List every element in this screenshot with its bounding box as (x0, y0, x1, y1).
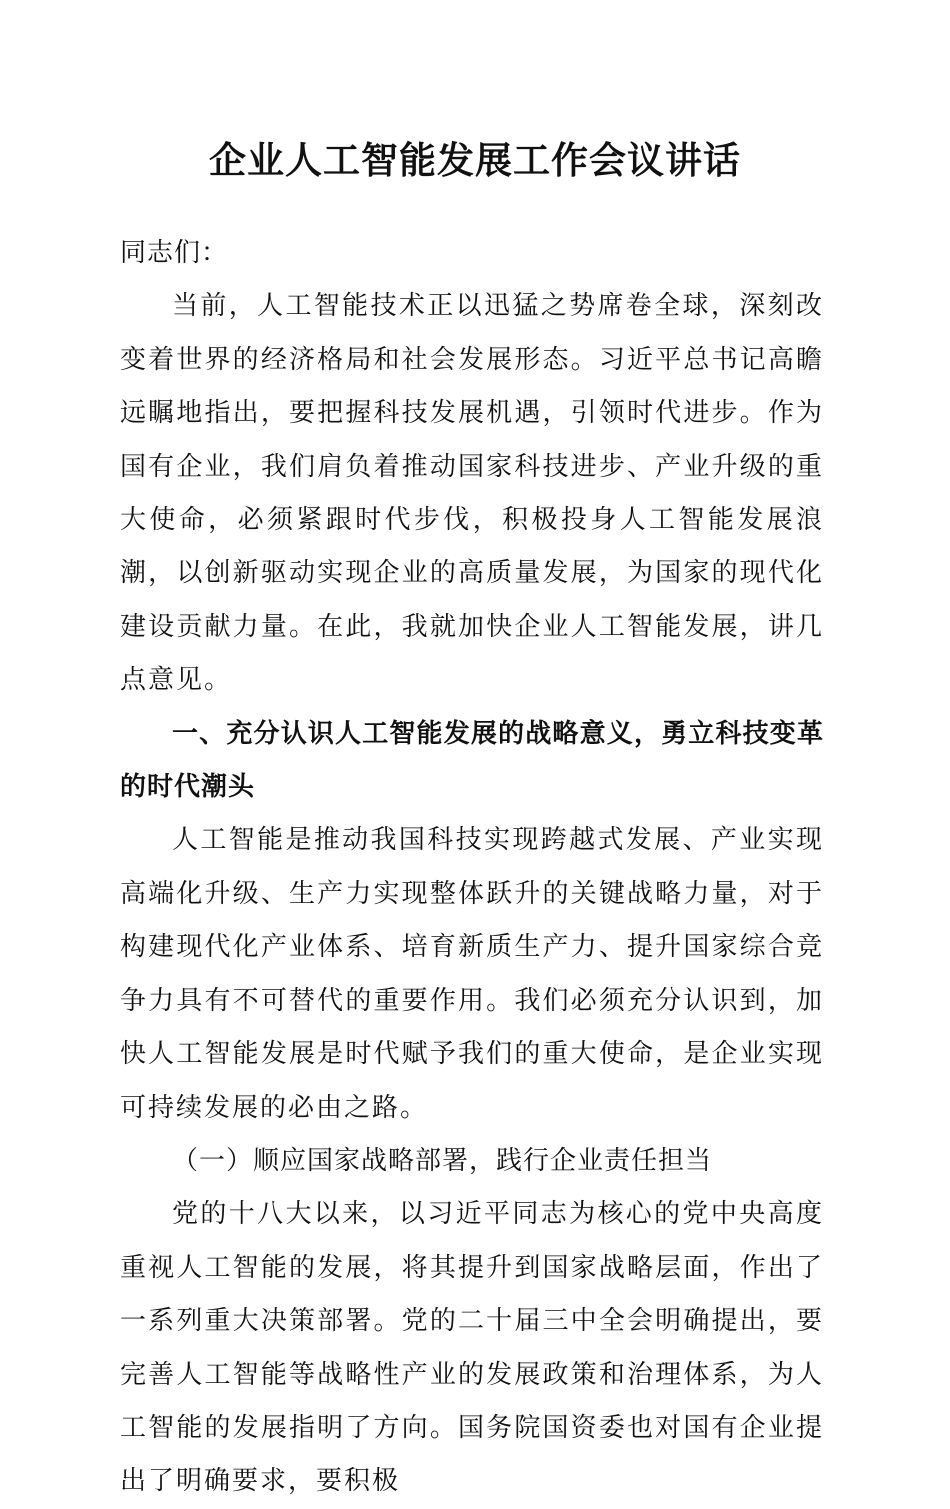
greeting: 同志们： (120, 238, 229, 268)
section-1-paragraph: 人工智能是推动我国科技实现跨越式发展、产业实现高端化升级、生产力实现整体跃升的关键战略力量，对于构建现代化产业体系、培育新质生产力、提升国家综合竞争力具有不可替代的重要作用。我们必须充分认识到，加快人工智能发展是时代赋予我们的重大使命，是企业实现可持续发展的必由之路。 (120, 825, 824, 1123)
section-1-heading: 一、充分认识人工智能发展的战略意义，勇立科技变革的时代潮头 (120, 718, 824, 803)
document-title: 企业人工智能发展工作会议讲话 (209, 138, 741, 182)
subsection-1-heading: （一）顺应国家战略部署，践行企业责任担当 (172, 1145, 713, 1176)
subsection-1-paragraph: 党的十八大以来，以习近平同志为核心的党中央高度重视人工智能的发展，将其提升到国家战略层面，作出了一系列重大决策部署。党的二十届三中全会明确提出，要完善人工智能等战略性产业的发展政策和治理体系，为人工智能的发展指明了方向。国务院国资委也对国有企业提出了明确要求，要积极 (120, 1199, 824, 1497)
document-body (120, 227, 824, 1509)
intro-paragraph: 当前，人工智能技术正以迅猛之势席卷全球，深刻改变着世界的经济格局和社会发展形态。习近平总书记高瞻远瞩地指出，要把握科技发展机遇，引领时代进步。作为国有企业，我们肩负着推动国家科技进步、产业升级的重大使命，必须紧跟时代步伐，积极投身人工智能发展浪潮，以创新驱动实现企业的高质量发展，为国家的现代化建设贡献力量。在此，我就加快企业人工智能发展，讲几点意见。 (120, 291, 824, 696)
